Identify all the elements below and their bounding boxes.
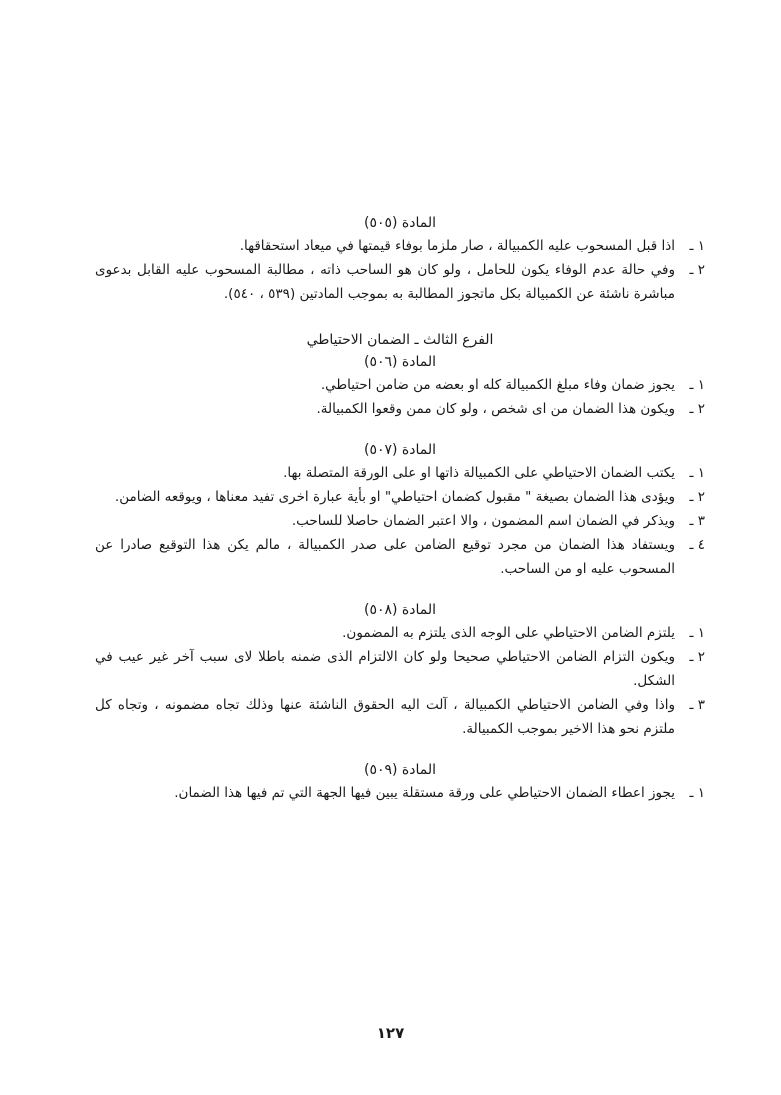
article-heading: المادة (٥٠٦): [363, 354, 437, 370]
clause-text: يجوز اعطاء الضمان الاحتياطي على ورقة مستقلة يبين فيها الجهة التي تم فيها هذا الضمان.: [174, 785, 675, 801]
article-507: [95, 439, 705, 581]
clause-number: ١ ـ: [689, 377, 705, 393]
clause-number: ٢ ـ: [689, 401, 705, 417]
clause-number: ٢ ـ: [689, 262, 705, 278]
article-heading: المادة (٥٠٧): [363, 442, 437, 458]
clause-number: ٢ ـ: [689, 649, 705, 665]
article-506: [95, 329, 705, 421]
clause-number: ٣ ـ: [689, 697, 705, 713]
clause-text: واذا وفي الضامن الاحتياطي الكمبيالة ، آلت اليه الحقوق الناشئة عنها وذلك تجاه مضمونه ، وتجاه كل ملتزم نحو هذا الاخير بموجب الكمبيالة.: [95, 697, 675, 737]
clause-text: ويكون هذا الضمان من اى شخص ، ولو كان ممن وقعوا الكمبيالة.: [316, 401, 675, 417]
article-509: [95, 759, 705, 805]
article-heading: المادة (٥٠٨): [363, 602, 437, 618]
clause: [95, 645, 705, 693]
clause-number: ٢ ـ: [689, 489, 705, 505]
page-number: ١٢٧: [376, 1024, 405, 1042]
clause-text: ويكون التزام الضامن الاحتياطي صحيحا ولو كان الالتزام الذى ضمنه باطلا لاى سبب آخر غير عيب في الشكل.: [95, 649, 675, 689]
clause-text: وفي حالة عدم الوفاء يكون للحامل ، ولو كان هو الساحب ذاته ، مطالبة المسحوب عليه القابل بدعوى مباشرة ناشئة عن الكمبيالة بكل ماتجوز المطالبة به بموجب المادتين (٥٣٩ ، ٥٤٠).: [95, 262, 675, 302]
spacer: [95, 581, 705, 599]
clause-text: يجوز ضمان وفاء مبلغ الكمبيالة كله او بعضه من ضامن احتياطي.: [320, 377, 675, 393]
clause: [95, 509, 705, 533]
clause-number: ١ ـ: [689, 785, 705, 801]
clause: [95, 781, 705, 805]
spacer: [95, 741, 705, 759]
clause: [95, 485, 705, 509]
clause-text: يلتزم الضامن الاحتياطي على الوجه الذى يلتزم به المضمون.: [342, 625, 675, 641]
clause-text: اذا قبل المسحوب عليه الكمبيالة ، صار ملزما بوفاء قيمتها في ميعاد استحقاقها.: [239, 238, 675, 254]
article-508: [95, 599, 705, 741]
clause-text: ويستفاد هذا الضمان من مجرد توقيع الضامن على صدر الكمبيالة ، مالم يكن هذا التوقيع صادرا عن المسحوب عليه او من الساحب.: [95, 537, 675, 577]
clause-text: ويذكر في الضمان اسم المضمون ، والا اعتبر الضمان حاصلا للساحب.: [291, 513, 675, 529]
document-page: [95, 212, 705, 805]
clause: [95, 373, 705, 397]
clause-number: ٤ ـ: [689, 537, 705, 553]
clause-text: يكتب الضمان الاحتياطي على الكمبيالة ذاتها او على الورقة المتصلة بها.: [283, 465, 675, 481]
clause: [95, 693, 705, 741]
clause-number: ١ ـ: [689, 238, 705, 254]
article-heading: المادة (٥٠٥): [363, 215, 437, 231]
clause: [95, 234, 705, 258]
clause-number: ١ ـ: [689, 465, 705, 481]
spacer: [95, 421, 705, 439]
clause-number: ٣ ـ: [689, 513, 705, 529]
clause-text: ويؤدى هذا الضمان بصيغة " مقبول كضمان احتياطي" او بأية عبارة اخرى تفيد معناها ، ويوقعه الضامن.: [114, 489, 675, 505]
section-heading: الفرع الثالث ـ الضمان الاحتياطي: [306, 332, 494, 348]
article-505: [95, 212, 705, 306]
clause: [95, 621, 705, 645]
clause: [95, 397, 705, 421]
article-heading: المادة (٥٠٩): [363, 762, 437, 778]
clause-number: ١ ـ: [689, 625, 705, 641]
clause: [95, 258, 705, 306]
clause: [95, 533, 705, 581]
spacer: [95, 306, 705, 329]
clause: [95, 461, 705, 485]
